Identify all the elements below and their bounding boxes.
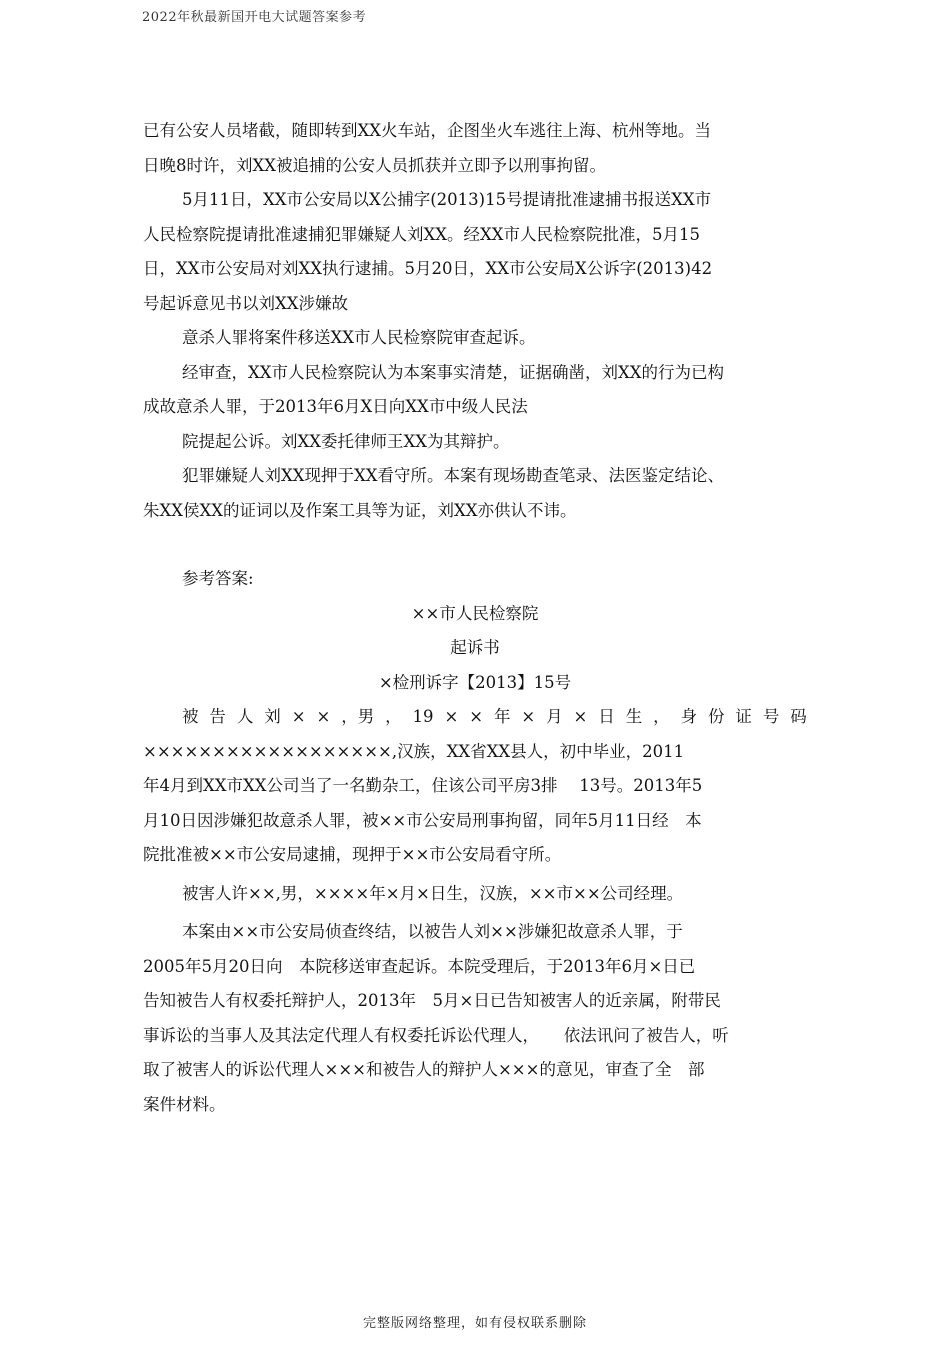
char: ， xyxy=(653,707,670,726)
defendant-paragraph xyxy=(143,700,807,873)
char: 生 xyxy=(625,707,643,726)
char: × xyxy=(573,707,588,726)
procedure-paragraph xyxy=(143,915,807,1122)
char: 刘 xyxy=(264,707,281,726)
char: 号 xyxy=(762,707,780,726)
text-line: 月10日因涉嫌犯故意杀人罪，被××市公安局刑事拘留，同年5月11日经 本 xyxy=(143,810,702,830)
text-line: 事诉讼的当事人及其法定代理人有权委托诉讼代理人， 依法讯问了被告人，听 xyxy=(143,1025,729,1045)
char: × xyxy=(469,707,484,726)
text-line: 院提起公诉。刘XX委托律师王XX为其辩护。 xyxy=(182,431,510,451)
char: 身 xyxy=(680,707,698,726)
char: 告 xyxy=(209,707,226,726)
char: × xyxy=(316,707,331,726)
text-line: 取了被害人的诉讼代理人×××和被告人的辩护人×××的意见，审查了全 部 xyxy=(143,1060,705,1079)
text-line: 已有公安人员堵截，随即转到XX火车站，企图坐火车逃往上海、杭州等地。当 xyxy=(143,121,711,140)
page-header: 2022年秋最新国开电大试题答案参考 xyxy=(142,10,367,25)
text-line: 人民检察院提请批准逮捕犯罪嫌疑人刘XX。经XX市人民检察院批准，5月15 xyxy=(143,224,700,244)
char: 年 xyxy=(493,707,511,726)
char: ，男 xyxy=(341,707,375,726)
text-line: 经审查，XX市人民检察院认为本案事实清楚，证据确凿，刘XX的行为已构 xyxy=(182,362,724,382)
char: 人 xyxy=(236,707,254,726)
char: × xyxy=(291,707,306,726)
char: 份 xyxy=(707,707,725,726)
victim-paragraph: 被害人许××,男，××××年×月×日生，汉族，××市××公司经理。 xyxy=(182,883,684,903)
case-paragraph-1 xyxy=(143,114,807,183)
text-line: 院批准被××市公安局逮捕，现押于××市公安局看守所。 xyxy=(143,845,562,864)
char: 被 xyxy=(182,707,199,726)
char: × xyxy=(521,707,536,726)
document-title: 起诉书 xyxy=(450,638,500,657)
char: × xyxy=(444,707,459,726)
text-line: 年4月到XX市XX公司当了一名勤杂工，住该公司平房3排 13号。2013年5 xyxy=(143,776,703,795)
case-paragraph-5 xyxy=(143,425,807,460)
char: 19 xyxy=(412,707,434,726)
text-line: 号起诉意见书以刘XX涉嫌故 xyxy=(143,293,348,313)
document-number: ×检刑诉字【2013】15号 xyxy=(378,672,572,692)
answer-label: 参考答案: xyxy=(182,569,254,588)
procuratorate-name: ××市人民检察院 xyxy=(411,603,539,623)
spread-text-line xyxy=(143,700,807,735)
text-line: 朱XX侯XX的证词以及作案工具等为证，刘XX亦供认不讳。 xyxy=(143,500,577,520)
case-paragraph-2 xyxy=(143,183,807,321)
char: 月 xyxy=(546,707,563,726)
text-line: 案件材料。 xyxy=(143,1094,226,1114)
text-line: ××××××××××××××××××,汉族，XX省XX县人，初中毕业，2011 xyxy=(143,741,685,761)
document-body xyxy=(143,114,807,1122)
case-paragraph-6 xyxy=(143,459,807,528)
char: 证 xyxy=(735,707,752,726)
case-paragraph-4 xyxy=(143,356,807,425)
text-line: 日，XX市公安局对刘XX执行逮捕。5月20日，XX市公安局X公诉字(2013)42 xyxy=(143,259,713,278)
char: ， xyxy=(385,707,402,726)
char: 日 xyxy=(598,707,615,726)
text-line: 成故意杀人罪，于2013年6月X日向XX市中级人民法 xyxy=(143,397,528,416)
text-line: 意杀人罪将案件移送XX市人民检察院审查起诉。 xyxy=(182,328,536,347)
char: 码 xyxy=(790,707,807,726)
text-line: 告知被告人有权委托辩护人，2013年 5月×日已告知被害人的近亲属，附带民 xyxy=(143,991,721,1010)
page-footer: 完整版网络整理，如有侵权联系删除 xyxy=(362,1316,587,1331)
text-line: 本案由××市公安局侦查终结，以被告人刘××涉嫌犯故意杀人罪，于 xyxy=(182,922,683,941)
text-line: 日晚8时许，刘XX被追捕的公安人员抓获并立即予以刑事拘留。 xyxy=(143,155,606,175)
text-line: 犯罪嫌疑人刘XX现押于XX看守所。本案有现场勘查笔录、法医鉴定结论、 xyxy=(182,466,724,485)
text-line: 5月11日，XX市公安局以X公捕字(2013)15号提请批准逮捕书报送XX市 xyxy=(182,190,712,209)
case-paragraph-3 xyxy=(143,321,807,356)
text-line: 2005年5月20日向 本院移送审查起诉。本院受理后，于2013年6月×日已 xyxy=(143,956,696,976)
